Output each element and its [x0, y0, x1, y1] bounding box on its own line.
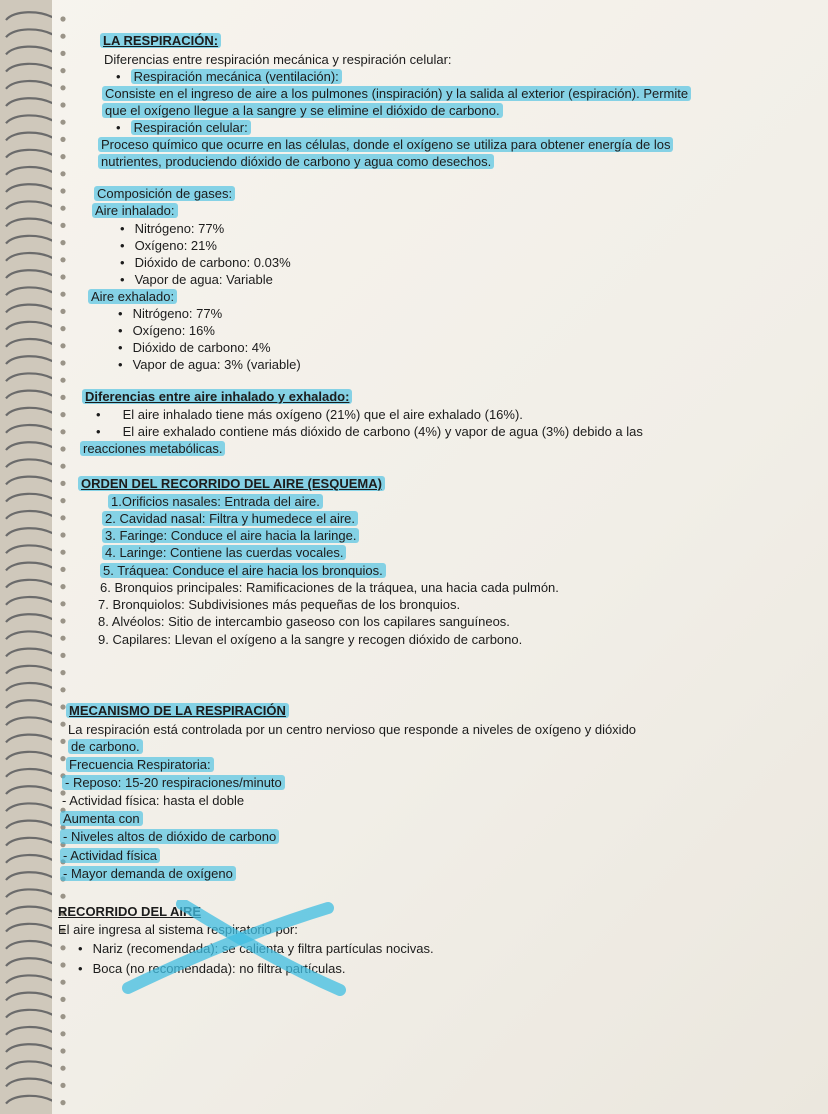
orden-item: 3. Faringe: Conduce el aire hacia la laringe. — [102, 528, 359, 544]
celular-text-2: nutrientes, produciendo dióxido de carbono y agua como desechos. — [98, 154, 494, 170]
mecanica-text-2: que el oxígeno llegue a la sangre y se elimine el dióxido de carbono. — [102, 103, 503, 119]
recorrido-item-boca: • Boca (no recomendada): no filtra partículas. — [78, 961, 345, 977]
exhalado-label: Aire exhalado: — [88, 289, 177, 305]
exhalado-item: • Nitrógeno: 77% — [118, 306, 222, 322]
frecuencia-label: Frecuencia Respiratoria: — [66, 757, 214, 773]
diferencias-item-2-cont: reacciones metabólicas. — [80, 441, 225, 457]
intro-diferencias: Diferencias entre respiración mecánica y respiración celular: — [104, 52, 452, 67]
exhalado-item: • Vapor de agua: 3% (variable) — [118, 357, 301, 373]
mecanica-label: • Respiración mecánica (ventilación): — [116, 69, 342, 85]
spiral-binding — [0, 0, 52, 1114]
frecuencia-actividad: - Actividad física: hasta el doble — [62, 793, 245, 808]
orden-item: 2. Cavidad nasal: Filtra y humedece el aire. — [102, 511, 358, 527]
orden-item: 5. Tráquea: Conduce el aire hacia los bronquios. — [100, 563, 386, 579]
inhalado-item: • Oxígeno: 21% — [120, 238, 217, 254]
exhalado-item: • Oxígeno: 16% — [118, 323, 215, 339]
mecanismo-text-1: La respiración está controlada por un centro nervioso que responde a niveles de oxígeno y dióxido — [68, 722, 637, 737]
orden-item: 6. Bronquios principales: Ramificaciones de la tráquea, una hacia cada pulmón. — [100, 580, 559, 595]
diferencias-item-1: • El aire inhalado tiene más oxígeno (21%) que el aire exhalado (16%). — [96, 407, 523, 423]
recorrido-item-nariz: • Nariz (recomendada): se calienta y filtra partículas nocivas. — [78, 941, 434, 957]
paper-sheet — [56, 0, 828, 1114]
inhalado-item: • Nitrógeno: 77% — [120, 221, 224, 237]
aumenta-label: Aumenta con — [60, 811, 143, 827]
orden-item: 1.Orificios nasales: Entrada del aire. — [108, 494, 323, 510]
orden-item: 7. Bronquiolos: Subdivisiones más pequeñas de los bronquios. — [98, 597, 461, 612]
frecuencia-reposo: - Reposo: 15-20 respiraciones/minuto — [62, 775, 285, 791]
recorrido-title: RECORRIDO DEL AIRE — [58, 904, 202, 919]
orden-item: 8. Alvéolos: Sitio de intercambio gaseoso con los capilares sanguíneos. — [98, 614, 510, 629]
orden-title: ORDEN DEL RECORRIDO DEL AIRE (ESQUEMA) — [78, 476, 385, 492]
section-title-respiracion: LA RESPIRACIÓN: — [100, 33, 221, 49]
orden-item: 9. Capilares: Llevan el oxígeno a la sangre y recogen dióxido de carbono. — [98, 632, 523, 647]
notes-content — [56, 0, 828, 1114]
exhalado-item: • Dióxido de carbono: 4% — [118, 340, 271, 356]
inhalado-item: • Vapor de agua: Variable — [120, 272, 273, 288]
inhalado-label: Aire inhalado: — [92, 203, 178, 219]
mecanica-text-1: Consiste en el ingreso de aire a los pulmones (inspiración) y la salida al exterior (espiración). Permite — [102, 86, 691, 102]
celular-text-1: Proceso químico que ocurre en las células, donde el oxígeno se utiliza para obtener energía de los — [98, 137, 673, 153]
composicion-title: Composición de gases: — [94, 186, 235, 202]
celular-label: • Respiración celular: — [116, 120, 251, 136]
diferencias-item-2: • El aire exhalado contiene más dióxido de carbono (4%) y vapor de agua (3%) debido a las — [96, 424, 643, 440]
highlighter-cross-mark — [116, 900, 346, 996]
mecanismo-title: MECANISMO DE LA RESPIRACIÓN — [66, 703, 289, 719]
inhalado-item: • Dióxido de carbono: 0.03% — [120, 255, 291, 271]
aumenta-item: - Actividad física — [60, 848, 160, 864]
aumenta-item: - Niveles altos de dióxido de carbono — [60, 829, 279, 845]
orden-item: 4. Laringe: Contiene las cuerdas vocales. — [102, 545, 346, 561]
recorrido-intro: El aire ingresa al sistema respiratorio por: — [58, 922, 298, 937]
mecanismo-text-2: de carbono. — [68, 739, 143, 755]
aumenta-item: - Mayor demanda de oxígeno — [60, 866, 236, 882]
diferencias-title: Diferencias entre aire inhalado y exhalado: — [82, 389, 352, 405]
